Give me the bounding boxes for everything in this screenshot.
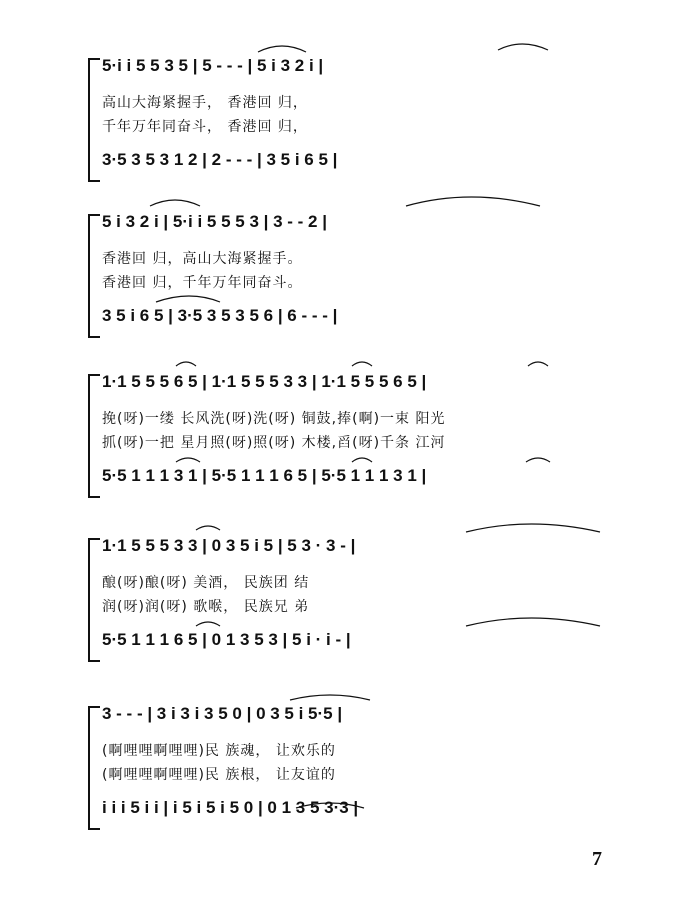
- slur: [528, 362, 548, 366]
- system-bracket: [88, 58, 100, 182]
- score-system-3: [88, 368, 608, 503]
- score-system-1: [88, 52, 608, 187]
- system-bracket: [88, 538, 100, 662]
- slur: [196, 526, 220, 530]
- slur: [466, 524, 600, 532]
- slur: [498, 44, 548, 50]
- upper-voice-notes: 3 - - - | 3 i 3 i 3 5 0 | 0 3 5 i 5·5 |: [102, 704, 343, 723]
- lyric-verse-1: 香港回 归，高山大海紧握手。: [102, 251, 303, 267]
- lyric-verse-1: (啊哩哩啊哩哩)民 族魂， 让欢乐的: [102, 743, 336, 759]
- system-bracket: [88, 214, 100, 338]
- lyric-verse-1: 酿(呀)酿(呀) 美酒， 民族团 结: [102, 575, 310, 591]
- slur: [406, 197, 540, 206]
- lyric-verse-1: 高山大海紧握手， 香港回 归，: [102, 95, 308, 111]
- slur: [176, 362, 196, 366]
- upper-voice-notes: 1·1 5 5 5 3 3 | 0 3 5 i 5 | 5 3 · 3 - |: [102, 536, 356, 555]
- system-bracket: [88, 374, 100, 498]
- slur: [150, 200, 200, 206]
- lyric-verse-2: 香港回 归，千年万年同奋斗。: [102, 275, 303, 291]
- lower-voice-notes: i i i 5 i i | i 5 i 5 i 5 0 | 0 1 3 5 3·3 |: [102, 798, 359, 817]
- score-system-2: [88, 208, 608, 343]
- score-system-4: [88, 532, 608, 667]
- lower-voice-notes: 5·5 1 1 1 3 1 | 5·5 1 1 1 6 5 | 5·5 1 1 1 3 1 |: [102, 466, 427, 485]
- lyric-verse-2: (啊哩哩啊哩哩)民 族根， 让友谊的: [102, 767, 336, 783]
- lyric-verse-2: 千年万年同奋斗， 香港回 归，: [102, 119, 308, 135]
- score-system-5: [88, 700, 608, 835]
- system-bracket: [88, 706, 100, 830]
- lyric-verse-2: 抓(呀)一把 星月照(呀)照(呀) 木楼,舀(呀)千条 江河: [102, 435, 446, 451]
- lyric-verse-2: 润(呀)润(呀) 歌喉， 民族兄 弟: [102, 599, 310, 615]
- lower-voice-notes: 3·5 3 5 3 1 2 | 2 - - - | 3 5 i 6 5 |: [102, 150, 338, 169]
- upper-voice-notes: 5 i 3 2 i | 5·i i 5 5 5 3 | 3 - - 2 |: [102, 212, 327, 231]
- lower-voice-notes: 3 5 i 6 5 | 3·5 3 5 3 5 6 | 6 - - - |: [102, 306, 338, 325]
- lyric-verse-1: 挽(呀)一缕 长风洗(呀)洗(呀) 铜鼓,捧(啊)一束 阳光: [102, 411, 446, 427]
- lower-voice-notes: 5·5 1 1 1 6 5 | 0 1 3 5 3 | 5 i · i - |: [102, 630, 351, 649]
- page-number: 7: [592, 848, 602, 870]
- upper-voice-notes: 1·1 5 5 5 6 5 | 1·1 5 5 5 3 3 | 1·1 5 5 5 6 5 |: [102, 372, 427, 391]
- slur: [352, 362, 372, 366]
- upper-voice-notes: 5·i i 5 5 3 5 | 5 - - - | 5 i 3 2 i |: [102, 56, 324, 75]
